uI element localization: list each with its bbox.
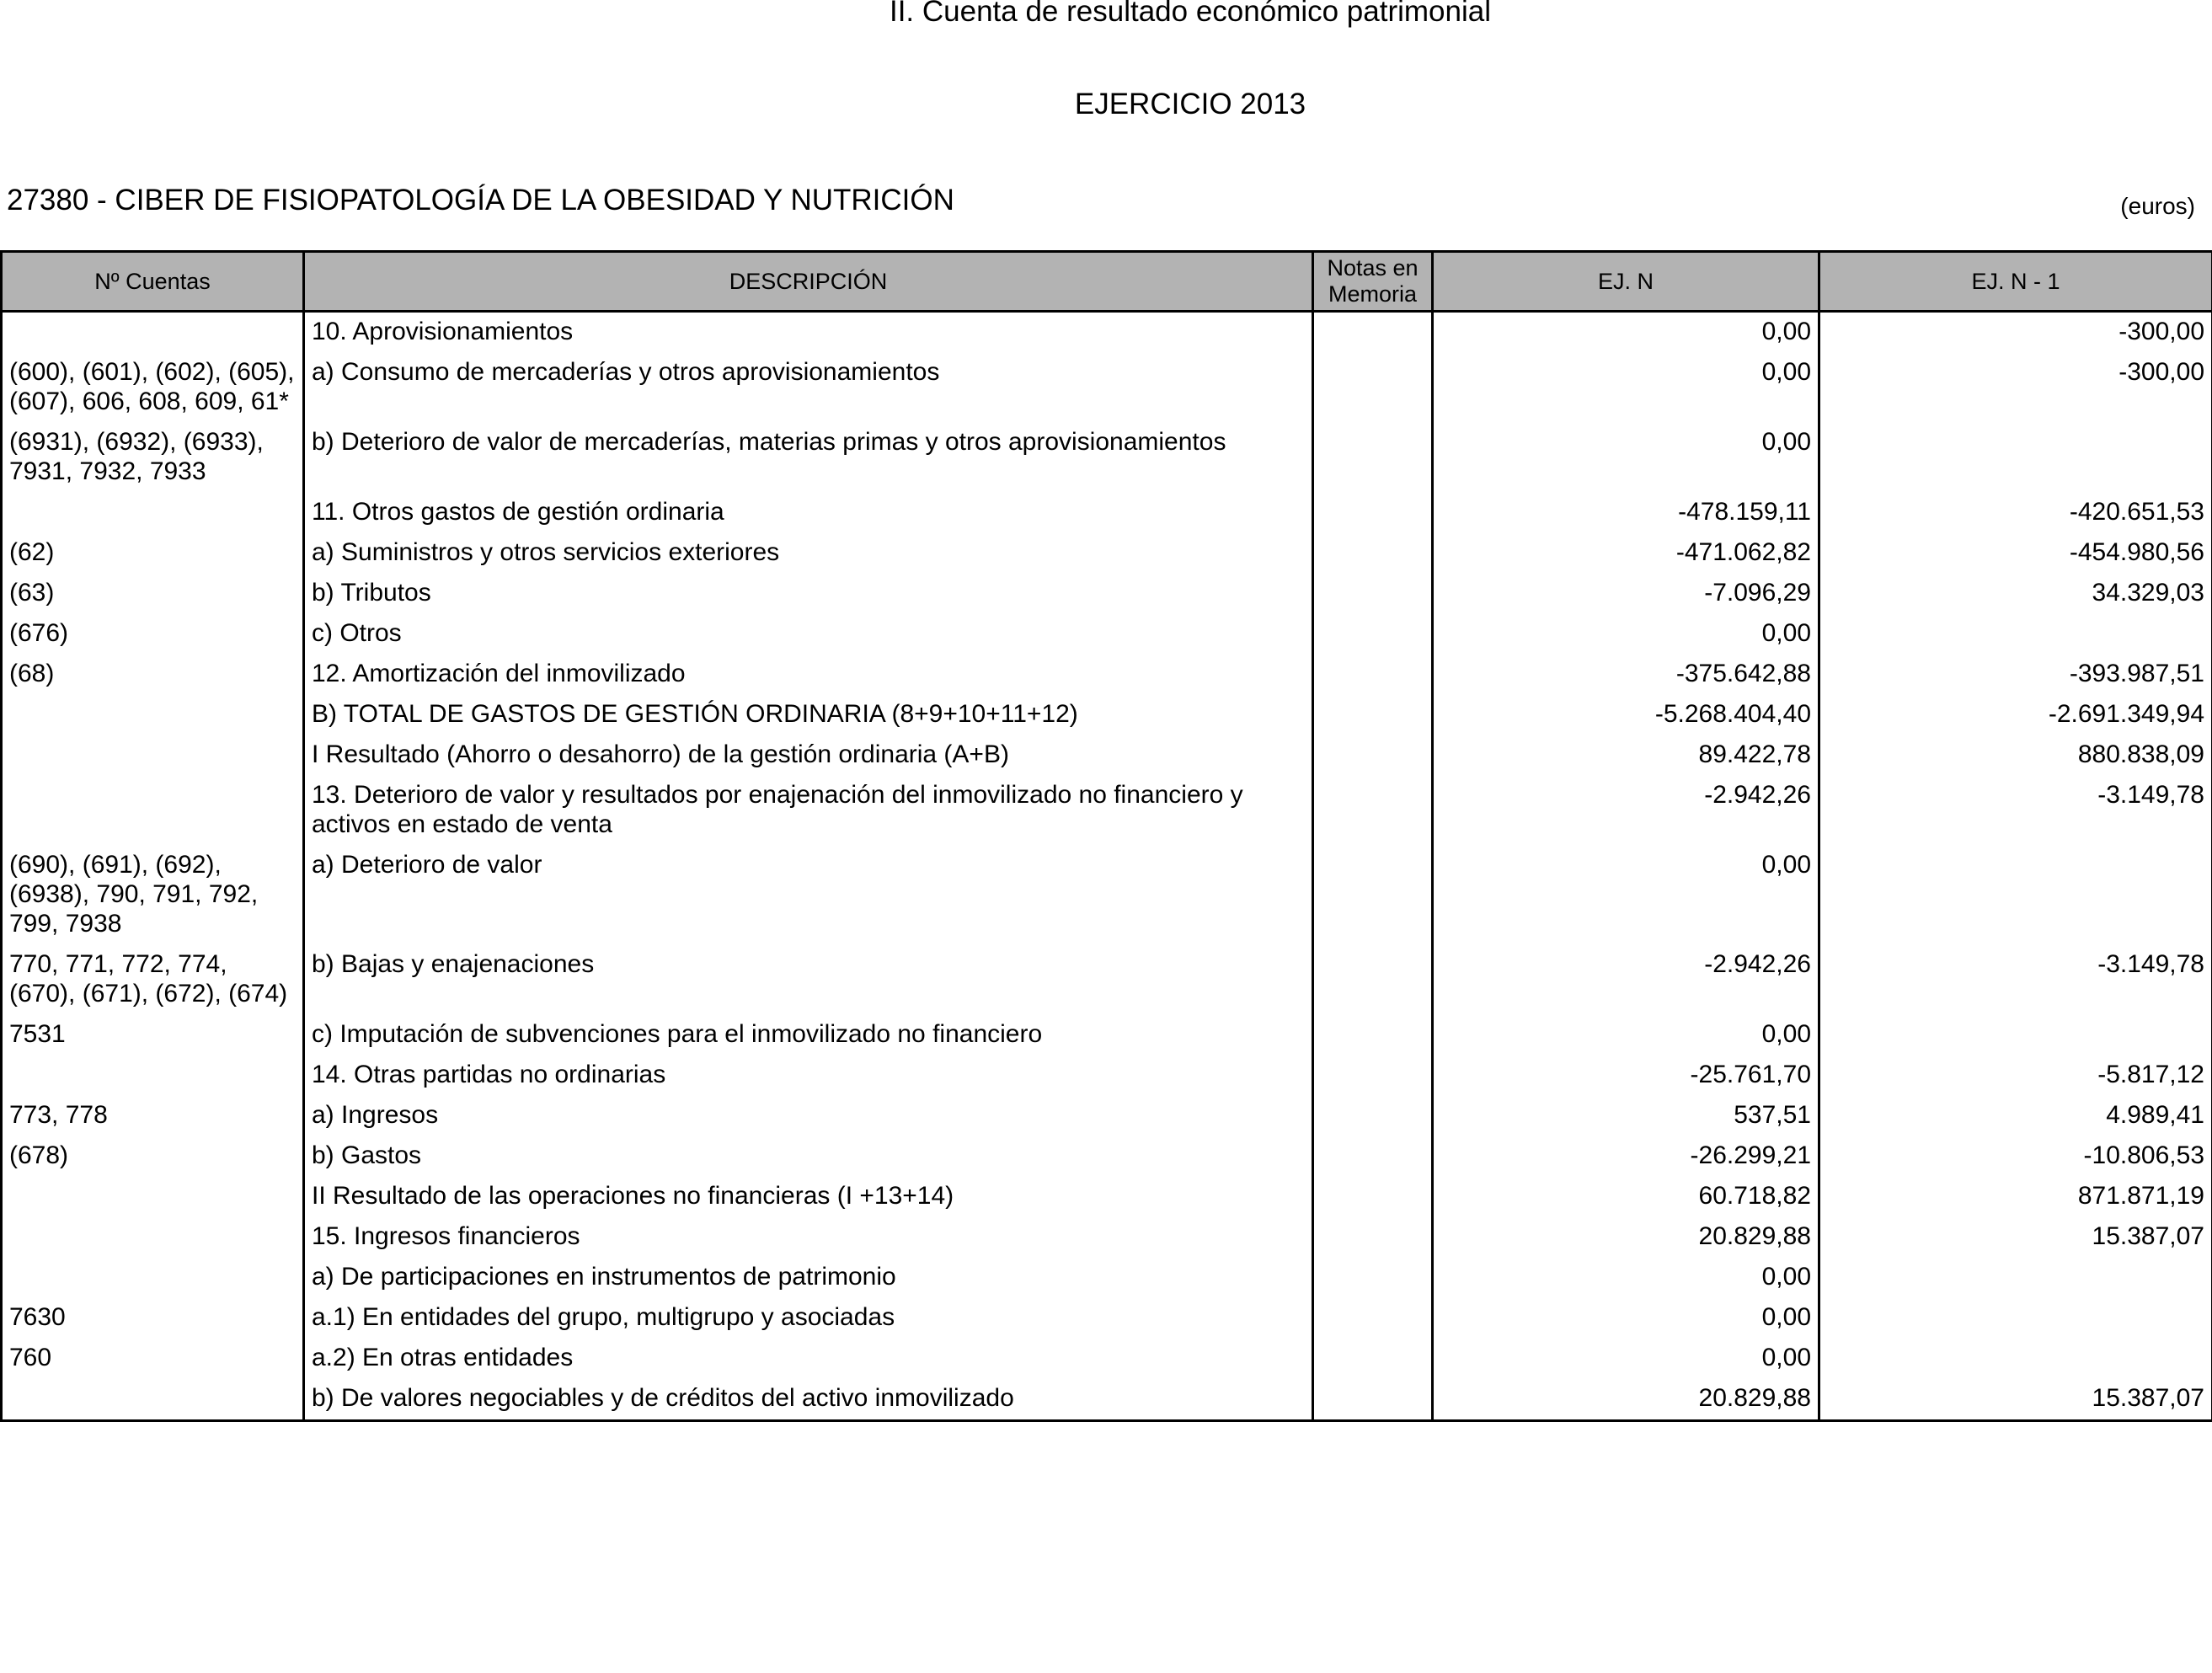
cell-notes [1313, 1015, 1433, 1056]
document-title: II. Cuenta de resultado económico patrimonial [889, 0, 1491, 28]
cell-description: a.1) En entidades del grupo, multigrupo y asociadas [304, 1298, 1313, 1339]
cell-description: 13. Deterioro de valor y resultados por enajenación del inmovilizado no financiero y activos en estado de venta [304, 776, 1313, 846]
cell-description: I Resultado (Ahorro o desahorro) de la gestión ordinaria (A+B) [304, 735, 1313, 776]
cell-accounts [2, 776, 304, 846]
cell-notes [1313, 1177, 1433, 1217]
cell-notes [1313, 574, 1433, 614]
cell-accounts: (678) [2, 1136, 304, 1177]
cell-previous-year [1819, 1015, 2212, 1056]
column-header-previous-year: EJ. N - 1 [1819, 252, 2212, 312]
cell-notes [1313, 1339, 1433, 1379]
fiscal-year-label: EJERCICIO 2013 [1074, 88, 1306, 120]
table-row [2, 614, 2212, 655]
cell-description: B) TOTAL DE GASTOS DE GESTIÓN ORDINARIA (8+9+10+11+12) [304, 695, 1313, 735]
cell-notes [1313, 695, 1433, 735]
cell-description: 10. Aprovisionamientos [304, 312, 1313, 354]
cell-description: b) Bajas y enajenaciones [304, 945, 1313, 1015]
cell-notes [1313, 655, 1433, 695]
table-row [2, 1298, 2212, 1339]
table-row [2, 1056, 2212, 1096]
cell-previous-year [1819, 1298, 2212, 1339]
cell-description: a.2) En otras entidades [304, 1339, 1313, 1379]
table-row [2, 735, 2212, 776]
cell-notes [1313, 614, 1433, 655]
cell-accounts [2, 493, 304, 533]
cell-current-year: 0,00 [1433, 846, 1819, 945]
cell-previous-year: -3.149,78 [1819, 776, 2212, 846]
cell-description: b) De valores negociables y de créditos del activo inmovilizado [304, 1379, 1313, 1421]
table-row [2, 1258, 2212, 1298]
table-row [2, 1136, 2212, 1177]
table-row [2, 846, 2212, 945]
table-row [2, 1339, 2212, 1379]
cell-current-year: 0,00 [1433, 1015, 1819, 1056]
cell-accounts [2, 1056, 304, 1096]
cell-current-year: -26.299,21 [1433, 1136, 1819, 1177]
cell-current-year: 0,00 [1433, 1258, 1819, 1298]
cell-accounts: (676) [2, 614, 304, 655]
cell-notes [1313, 1298, 1433, 1339]
cell-previous-year: 34.329,03 [1819, 574, 2212, 614]
cell-previous-year: 871.871,19 [1819, 1177, 2212, 1217]
cell-previous-year [1819, 1258, 2212, 1298]
cell-notes [1313, 533, 1433, 574]
cell-current-year: 20.829,88 [1433, 1379, 1819, 1421]
cell-accounts [2, 695, 304, 735]
cell-previous-year: -300,00 [1819, 312, 2212, 354]
cell-current-year: 60.718,82 [1433, 1177, 1819, 1217]
cell-previous-year: -3.149,78 [1819, 945, 2212, 1015]
cell-description: a) De participaciones en instrumentos de patrimonio [304, 1258, 1313, 1298]
cell-current-year: -2.942,26 [1433, 945, 1819, 1015]
cell-current-year: 89.422,78 [1433, 735, 1819, 776]
cell-accounts: 760 [2, 1339, 304, 1379]
cell-accounts [2, 1217, 304, 1258]
cell-notes [1313, 1217, 1433, 1258]
table-row [2, 695, 2212, 735]
cell-notes [1313, 312, 1433, 354]
cell-current-year: 0,00 [1433, 614, 1819, 655]
cell-notes [1313, 735, 1433, 776]
cell-current-year: 20.829,88 [1433, 1217, 1819, 1258]
cell-notes [1313, 1379, 1433, 1421]
cell-description: 12. Amortización del inmovilizado [304, 655, 1313, 695]
column-header-notes: Notas en Memoria [1313, 252, 1433, 312]
cell-description: a) Ingresos [304, 1096, 1313, 1136]
cell-notes [1313, 945, 1433, 1015]
table-row [2, 1379, 2212, 1421]
cell-description: 15. Ingresos financieros [304, 1217, 1313, 1258]
cell-accounts: (6931), (6932), (6933), 7931, 7932, 7933 [2, 423, 304, 493]
table-row [2, 423, 2212, 493]
cell-previous-year [1819, 614, 2212, 655]
cell-accounts: (690), (691), (692), (6938), 790, 791, 792, 799, 7938 [2, 846, 304, 945]
cell-description: c) Otros [304, 614, 1313, 655]
cell-accounts: 7630 [2, 1298, 304, 1339]
table-row [2, 945, 2212, 1015]
cell-notes [1313, 423, 1433, 493]
table-row [2, 1096, 2212, 1136]
cell-accounts: (63) [2, 574, 304, 614]
cell-current-year: 0,00 [1433, 423, 1819, 493]
cell-description: a) Deterioro de valor [304, 846, 1313, 945]
cell-current-year: -375.642,88 [1433, 655, 1819, 695]
cell-description: 14. Otras partidas no ordinarias [304, 1056, 1313, 1096]
cell-notes [1313, 1136, 1433, 1177]
cell-notes [1313, 353, 1433, 423]
cell-description: II Resultado de las operaciones no financieras (I +13+14) [304, 1177, 1313, 1217]
cell-current-year: 0,00 [1433, 353, 1819, 423]
cell-accounts: (68) [2, 655, 304, 695]
cell-previous-year: 15.387,07 [1819, 1217, 2212, 1258]
cell-previous-year: -420.651,53 [1819, 493, 2212, 533]
cell-accounts [2, 735, 304, 776]
cell-previous-year [1819, 1339, 2212, 1379]
table-row [2, 533, 2212, 574]
cell-current-year: -25.761,70 [1433, 1056, 1819, 1096]
cell-accounts [2, 312, 304, 354]
table-body [2, 312, 2212, 1421]
table-row [2, 655, 2212, 695]
cell-description: b) Gastos [304, 1136, 1313, 1177]
cell-accounts: (62) [2, 533, 304, 574]
table-row [2, 312, 2212, 354]
cell-accounts: (600), (601), (602), (605), (607), 606, 608, 609, 61* [2, 353, 304, 423]
cell-previous-year [1819, 423, 2212, 493]
cell-accounts [2, 1258, 304, 1298]
column-header-accounts: Nº Cuentas [2, 252, 304, 312]
table-row [2, 1217, 2212, 1258]
cell-previous-year: -10.806,53 [1819, 1136, 2212, 1177]
cell-description: a) Consumo de mercaderías y otros aprovisionamientos [304, 353, 1313, 423]
cell-description: c) Imputación de subvenciones para el inmovilizado no financiero [304, 1015, 1313, 1056]
cell-previous-year: -2.691.349,94 [1819, 695, 2212, 735]
entity-name: 27380 - CIBER DE FISIOPATOLOGÍA DE LA OBESIDAD Y NUTRICIÓN [7, 184, 954, 216]
cell-previous-year [1819, 846, 2212, 945]
table-row [2, 776, 2212, 846]
cell-current-year: 0,00 [1433, 312, 1819, 354]
table-row [2, 1177, 2212, 1217]
cell-current-year: -2.942,26 [1433, 776, 1819, 846]
cell-accounts: 773, 778 [2, 1096, 304, 1136]
table-header-row [2, 252, 2212, 312]
cell-notes [1313, 846, 1433, 945]
column-header-description: DESCRIPCIÓN [304, 252, 1313, 312]
cell-current-year: -7.096,29 [1433, 574, 1819, 614]
cell-description: a) Suministros y otros servicios exteriores [304, 533, 1313, 574]
cell-accounts: 770, 771, 772, 774, (670), (671), (672), (674) [2, 945, 304, 1015]
cell-accounts: 7531 [2, 1015, 304, 1056]
results-table [0, 250, 2212, 1422]
cell-previous-year: -300,00 [1819, 353, 2212, 423]
cell-accounts [2, 1177, 304, 1217]
units-label: (euros) [2120, 193, 2195, 219]
cell-previous-year: -393.987,51 [1819, 655, 2212, 695]
table-row [2, 493, 2212, 533]
table-row [2, 574, 2212, 614]
table-row [2, 1015, 2212, 1056]
cell-notes [1313, 1258, 1433, 1298]
cell-notes [1313, 776, 1433, 846]
cell-notes [1313, 493, 1433, 533]
cell-previous-year: 15.387,07 [1819, 1379, 2212, 1421]
cell-current-year: 0,00 [1433, 1339, 1819, 1379]
cell-description: b) Deterioro de valor de mercaderías, materias primas y otros aprovisionamientos [304, 423, 1313, 493]
cell-previous-year: 880.838,09 [1819, 735, 2212, 776]
table-row [2, 353, 2212, 423]
cell-current-year: 0,00 [1433, 1298, 1819, 1339]
cell-accounts [2, 1379, 304, 1421]
cell-notes [1313, 1056, 1433, 1096]
cell-current-year: 537,51 [1433, 1096, 1819, 1136]
cell-current-year: -471.062,82 [1433, 533, 1819, 574]
cell-current-year: -5.268.404,40 [1433, 695, 1819, 735]
cell-notes [1313, 1096, 1433, 1136]
cell-description: b) Tributos [304, 574, 1313, 614]
cell-previous-year: -454.980,56 [1819, 533, 2212, 574]
cell-current-year: -478.159,11 [1433, 493, 1819, 533]
cell-description: 11. Otros gastos de gestión ordinaria [304, 493, 1313, 533]
cell-previous-year: -5.817,12 [1819, 1056, 2212, 1096]
column-header-current-year: EJ. N [1433, 252, 1819, 312]
cell-previous-year: 4.989,41 [1819, 1096, 2212, 1136]
